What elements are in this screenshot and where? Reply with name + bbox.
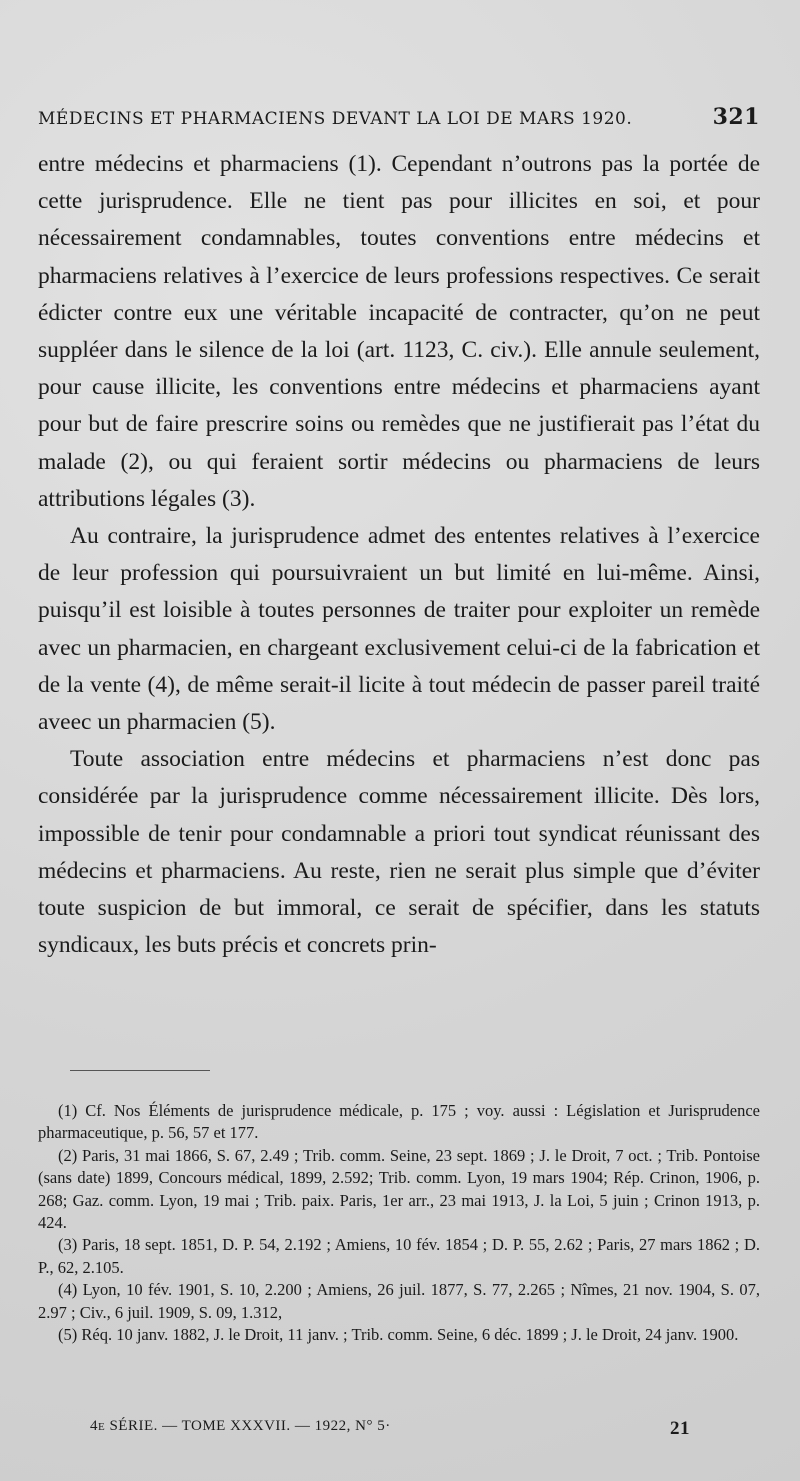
- footnote-5: (5) Réq. 10 janv. 1882, J. le Droit, 11 janv. ; Trib. comm. Seine, 6 déc. 1899 ; J. le Droit, 24 janv. 1900.: [58, 1325, 739, 1345]
- footnote-1: (1) Cf. Nos Éléments de jurisprudence médicale, p. 175 ; voy. aussi : Législation et Jurisprudence pharmaceutique, p. 56, 57 et 177.: [38, 1101, 760, 1143]
- footnote-2: (2) Paris, 31 mai 1866, S. 67, 2.49 ; Trib. comm. Seine, 23 sept. 1869 ; J. le Droit, 7 oct. ; Trib. Pontoise (sans date) 1899, Concours médical, 1899, 2.592; Trib. comm. Lyon, 19 mars 1904; Rép. Crinon, 1906, p. 268; Gaz. comm. Lyon, 19 mai ; Trib. paix. Paris, 1er arr., 23 mai 1913, J. la Loi, 5 juin ; Crinon 1913, p. 424.: [38, 1145, 760, 1233]
- page-footer: [90, 1418, 690, 1440]
- running-title: MÉDECINS ET PHARMACIENS DEVANT LA LOI DE MARS 1920.: [38, 109, 633, 129]
- page-number: 321: [712, 104, 760, 130]
- paragraph-1: entre médecins et pharmaciens (1). Cependant n’outrons pas la portée de cette jurisprudence. Elle ne tient pas pour illicites en soi, et pour nécessairement condamnables, toutes conventions entre médecins et pharmaciens relatives à l’exercice de leurs professions respectives. Ce serait édicter contre eux une véritable incapacité de contracter, qu’on ne peut suppléer dans le silence de la loi (art. 1123, C. civ.). Elle annule seulement, pour cause illicite, les conventions entre médecins et pharmaciens ayant pour but de faire prescrire soins ou remèdes que ne justifierait pas l’état du malade (2), ou qui feraient sortir médecins ou pharmaciens de leurs attributions légales (3).: [38, 151, 760, 512]
- footnote-3: (3) Paris, 18 sept. 1851, D. P. 54, 2.192 ; Amiens, 10 fév. 1854 ; D. P. 55, 2.62 ; Paris, 27 mars 1862 ; D. P., 62, 2.105.: [38, 1235, 760, 1277]
- signature-mark: 21: [670, 1418, 690, 1439]
- paragraph-2: Au contraire, la jurisprudence admet des ententes relatives à l’exercice de leur profession qui poursuivraient un but limité en lui-même. Ainsi, puisqu’il est loisible à toutes personnes de traiter pour exploiter un remède avec un pharmacien, en chargeant exclusivement celui-ci de la fabrication et de la vente (4), de même serait-il licite à tout médecin de passer pareil traité aveec un pharmacien (5).: [38, 523, 760, 736]
- paragraph-3: Toute association entre médecins et pharmaciens n’est donc pas considérée par la jurisprudence comme nécessairement illicite. Dès lors, impossible de tenir pour condamnable a priori tout syndicat réunissant des médecins et pharmaciens. Au reste, rien ne serait plus simple que d’éviter toute suspicion de but immoral, ce serait de spécifier, dans les statuts syndicaux, les buts précis et concrets prin-: [38, 746, 760, 959]
- footnote-divider: [70, 1070, 210, 1071]
- main-text: [38, 146, 760, 964]
- footnote-4: (4) Lyon, 10 fév. 1901, S. 10, 2.200 ; Amiens, 26 juil. 1877, S. 77, 2.265 ; Nîmes, 21 nov. 1904, S. 07, 2.97 ; Civ., 6 juil. 1909, S. 09, 1.312,: [38, 1280, 760, 1322]
- series-line: 4e SÉRIE. — TOME XXXVII. — 1922, N° 5·: [90, 1418, 391, 1434]
- footnotes: [38, 1100, 760, 1346]
- running-header: [38, 104, 760, 130]
